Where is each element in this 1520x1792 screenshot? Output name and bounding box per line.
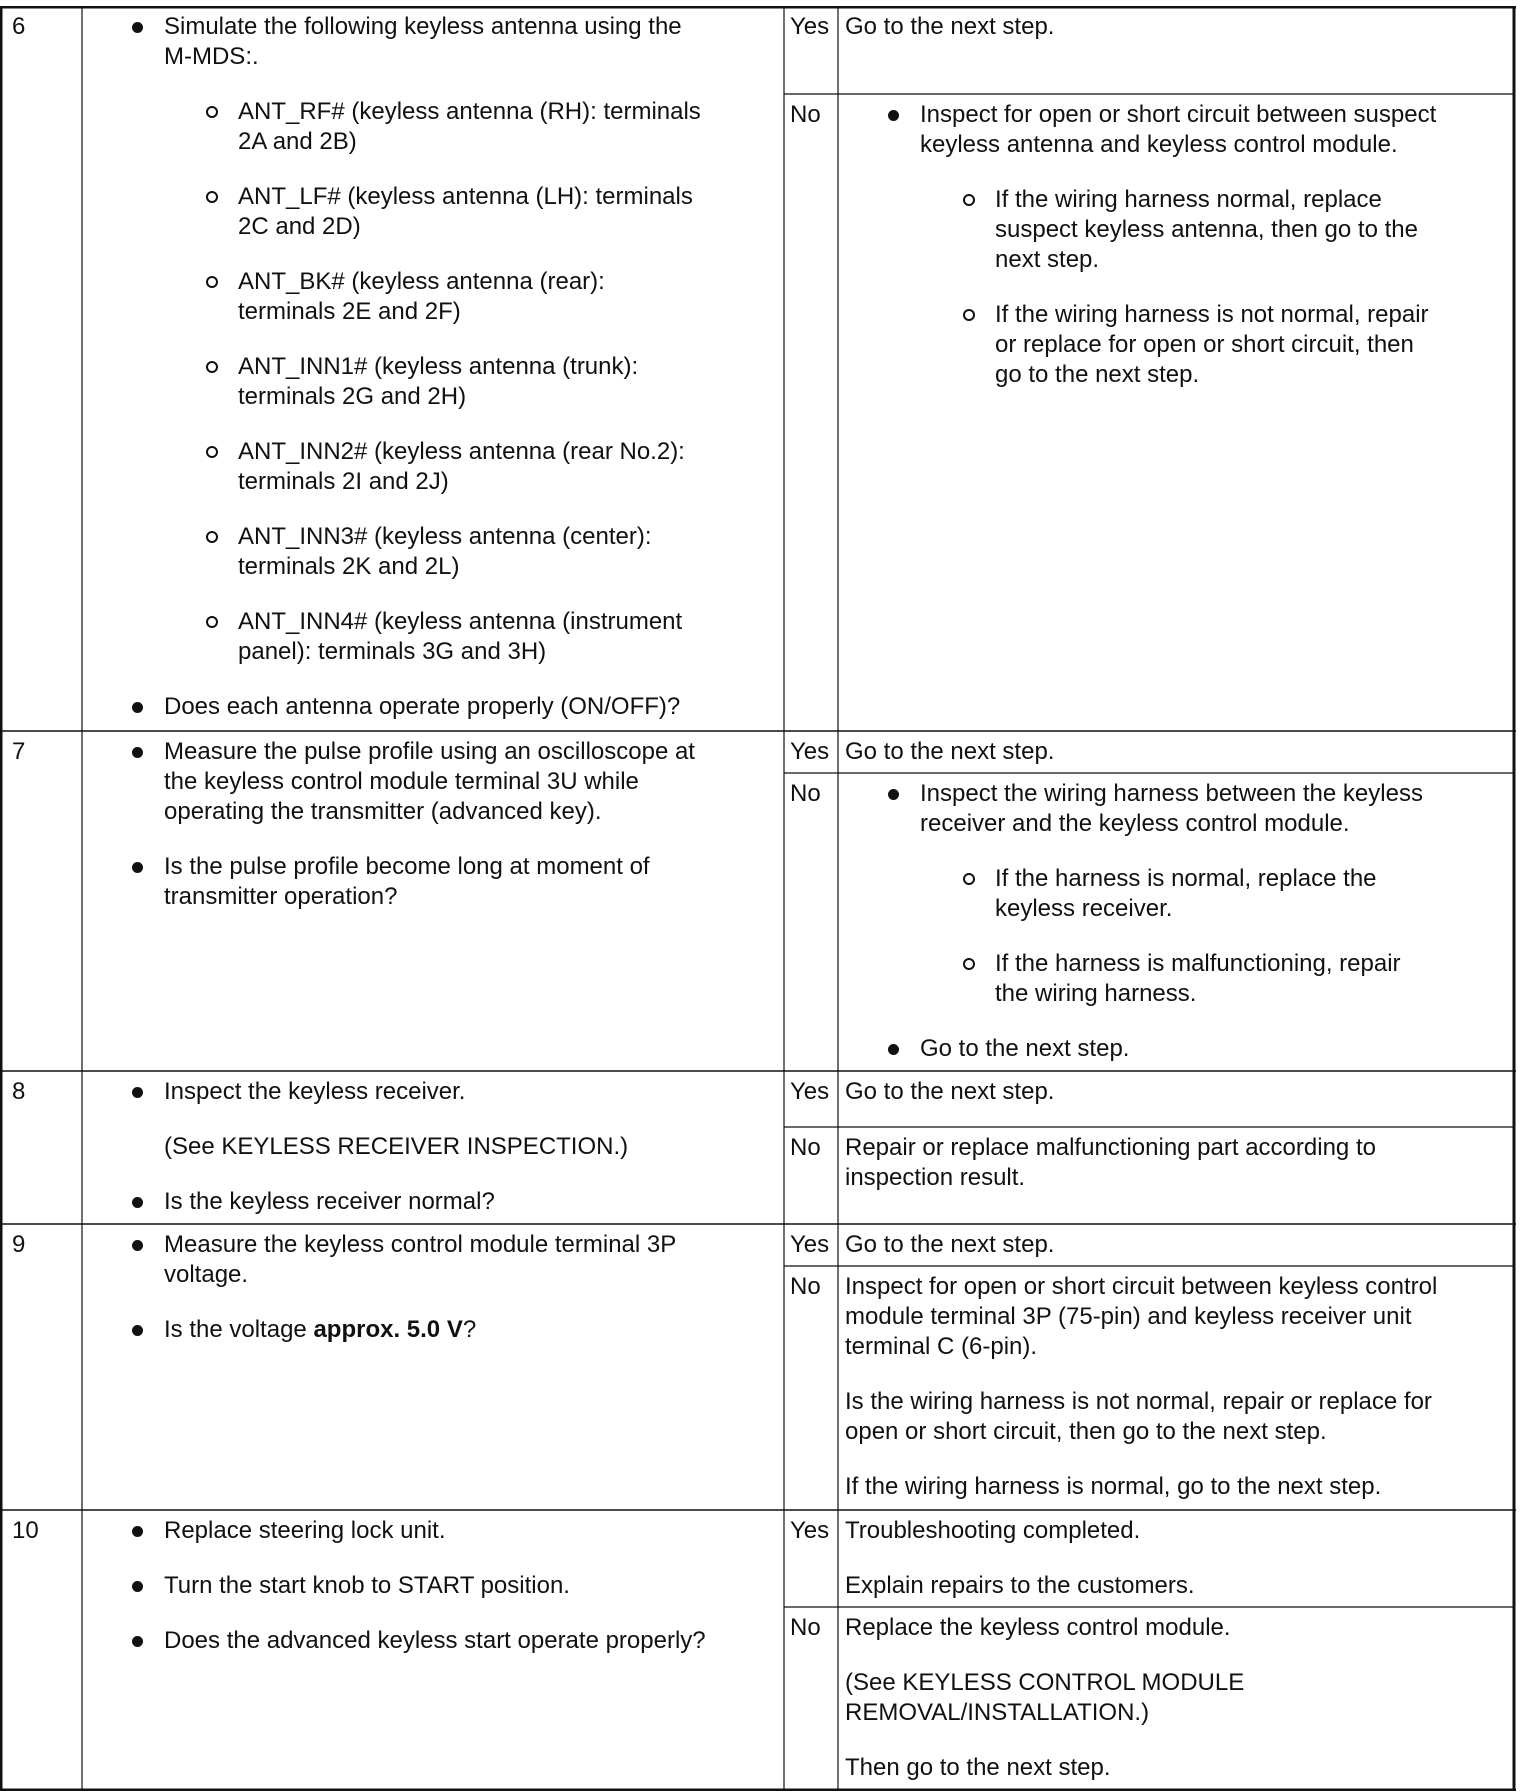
action-text-line: 2A and 2B): [238, 128, 357, 155]
action-text-line: the keyless control module terminal 3U while: [164, 768, 639, 795]
bullet-dot-icon: [132, 862, 143, 873]
yes-label: Yes: [790, 1078, 830, 1105]
hollow-bullet-icon: [206, 361, 218, 373]
action-text-line: ANT_INN2# (keyless antenna (rear No.2):: [238, 438, 685, 465]
no-result-text-line: Inspect for open or short circuit between suspect: [920, 101, 1437, 128]
action-text-line: operating the transmitter (advanced key).: [164, 798, 602, 825]
yes-result-text-line: Troubleshooting completed.: [845, 1517, 1141, 1544]
bullet-dot-icon: [132, 1636, 143, 1647]
action-text-line: Measure the pulse profile using an oscilloscope at: [164, 738, 695, 765]
no-result-text-line: go to the next step.: [995, 361, 1200, 388]
action-text-line: voltage.: [164, 1261, 249, 1288]
action-text-line: terminals 2K and 2L): [238, 553, 460, 580]
no-result-text-line: If the harness is malfunctioning, repair: [995, 950, 1401, 977]
bullet-dot-icon: [132, 22, 143, 33]
no-result-text-line: receiver and the keyless control module.: [920, 810, 1350, 837]
bullet-dot-icon: [132, 1240, 143, 1251]
yes-label: Yes: [790, 738, 830, 765]
step-number: 10: [12, 1517, 39, 1544]
bullet-dot-icon: [888, 1044, 899, 1055]
bullet-dot-icon: [132, 702, 143, 713]
hollow-bullet-icon: [206, 531, 218, 543]
bullet-dot-icon: [132, 1087, 143, 1098]
no-result-text-line: inspection result.: [845, 1164, 1026, 1191]
no-result-text-line: Then go to the next step.: [845, 1754, 1111, 1781]
yes-result-text-line: Explain repairs to the customers.: [845, 1572, 1195, 1599]
action-text-line: Inspect the keyless receiver.: [164, 1078, 466, 1105]
hollow-bullet-icon: [963, 309, 975, 321]
step-number: 6: [12, 13, 26, 40]
bullet-dot-icon: [132, 1197, 143, 1208]
no-result-text-line: open or short circuit, then go to the next step.: [845, 1418, 1327, 1445]
hollow-bullet-icon: [963, 958, 975, 970]
action-text-line: ANT_INN3# (keyless antenna (center):: [238, 523, 652, 550]
action-text-line: Replace steering lock unit.: [164, 1517, 446, 1544]
no-result-text-line: or replace for open or short circuit, then: [995, 331, 1414, 358]
no-result-text-line: next step.: [995, 246, 1100, 273]
no-result-text-line: Replace the keyless control module.: [845, 1614, 1231, 1641]
bullet-dot-icon: [132, 747, 143, 758]
hollow-bullet-icon: [206, 106, 218, 118]
no-label: No: [790, 1614, 821, 1641]
action-text-line: panel): terminals 3G and 3H): [238, 638, 547, 665]
action-text-line: (See KEYLESS RECEIVER INSPECTION.): [164, 1133, 629, 1160]
action-text-line: Measure the keyless control module terminal 3P: [164, 1231, 677, 1258]
no-result-text-line: (See KEYLESS CONTROL MODULE: [845, 1669, 1245, 1696]
action-text-line: Does each antenna operate properly (ON/OFF)?: [164, 693, 681, 720]
no-result-text-line: Is the wiring harness is not normal, repair or replace for: [845, 1388, 1432, 1415]
no-result-text-line: Go to the next step.: [920, 1035, 1130, 1062]
no-result-text-line: If the harness is normal, replace the: [995, 865, 1377, 892]
no-result-text-line: suspect keyless antenna, then go to the: [995, 216, 1418, 243]
action-text-line: Is the keyless receiver normal?: [164, 1188, 495, 1215]
bullet-dot-icon: [132, 1526, 143, 1537]
step-number: 7: [12, 738, 26, 765]
action-text-line: Turn the start knob to START position.: [164, 1572, 570, 1599]
no-result-text-line: If the wiring harness is normal, go to the next step.: [845, 1473, 1382, 1500]
emphasis-value: approx. 5.0 V: [313, 1316, 463, 1343]
yes-result-text-line: Go to the next step.: [845, 1231, 1055, 1258]
bullet-dot-icon: [888, 789, 899, 800]
hollow-bullet-icon: [963, 194, 975, 206]
bullet-dot-icon: [132, 1325, 143, 1336]
hollow-bullet-icon: [206, 616, 218, 628]
action-text-line: terminals 2E and 2F): [238, 298, 461, 325]
action-text-line: ANT_INN1# (keyless antenna (trunk):: [238, 353, 639, 380]
action-text-line: Does the advanced keyless start operate properly?: [164, 1627, 706, 1654]
action-text-line: terminals 2I and 2J): [238, 468, 449, 495]
troubleshooting-table: [0, 6, 1516, 1791]
yes-result-text-line: Go to the next step.: [845, 13, 1055, 40]
hollow-bullet-icon: [206, 191, 218, 203]
yes-label: Yes: [790, 1517, 830, 1544]
step-number: 8: [12, 1078, 26, 1105]
hollow-bullet-icon: [206, 276, 218, 288]
no-result-text-line: Inspect the wiring harness between the keyless: [920, 780, 1423, 807]
action-text-line: ANT_INN4# (keyless antenna (instrument: [238, 608, 683, 635]
no-result-text-line: module terminal 3P (75-pin) and keyless receiver unit: [845, 1303, 1412, 1330]
yes-result-text-line: Go to the next step.: [845, 738, 1055, 765]
action-text-line: 2C and 2D): [238, 213, 361, 240]
yes-label: Yes: [790, 1231, 830, 1258]
action-text-line: ANT_BK# (keyless antenna (rear):: [238, 268, 605, 295]
no-result-text-line: If the wiring harness is not normal, repair: [995, 301, 1429, 328]
bullet-dot-icon: [888, 110, 899, 121]
hollow-bullet-icon: [963, 873, 975, 885]
yes-result-text-line: Go to the next step.: [845, 1078, 1055, 1105]
no-label: No: [790, 1134, 821, 1161]
action-text-line: Is the pulse profile become long at moment of: [164, 853, 650, 880]
yes-label: Yes: [790, 13, 830, 40]
no-result-text-line: keyless antenna and keyless control module.: [920, 131, 1398, 158]
hollow-bullet-icon: [206, 446, 218, 458]
step-number: 9: [12, 1231, 26, 1258]
action-text-line: M-MDS:.: [164, 43, 259, 70]
no-result-text-line: Inspect for open or short circuit between keyless control: [845, 1273, 1438, 1300]
no-result-text-line: If the wiring harness normal, replace: [995, 186, 1382, 213]
action-text-line: ANT_LF# (keyless antenna (LH): terminals: [238, 183, 693, 210]
no-label: No: [790, 101, 821, 128]
action-text-line: terminals 2G and 2H): [238, 383, 467, 410]
action-text-line: ANT_RF# (keyless antenna (RH): terminals: [238, 98, 701, 125]
action-text-line: transmitter operation?: [164, 883, 398, 910]
no-label: No: [790, 780, 821, 807]
no-result-text-line: Repair or replace malfunctioning part according to: [845, 1134, 1376, 1161]
action-text-line: Simulate the following keyless antenna using the: [164, 13, 682, 40]
no-result-text-line: terminal C (6-pin).: [845, 1333, 1038, 1360]
no-result-text-line: the wiring harness.: [995, 980, 1197, 1007]
no-label: No: [790, 1273, 821, 1300]
action-text-line: Is the voltage approx. 5.0 V?: [164, 1316, 477, 1343]
bullet-dot-icon: [132, 1581, 143, 1592]
no-result-text-line: REMOVAL/INSTALLATION.): [845, 1699, 1150, 1726]
no-result-text-line: keyless receiver.: [995, 895, 1173, 922]
